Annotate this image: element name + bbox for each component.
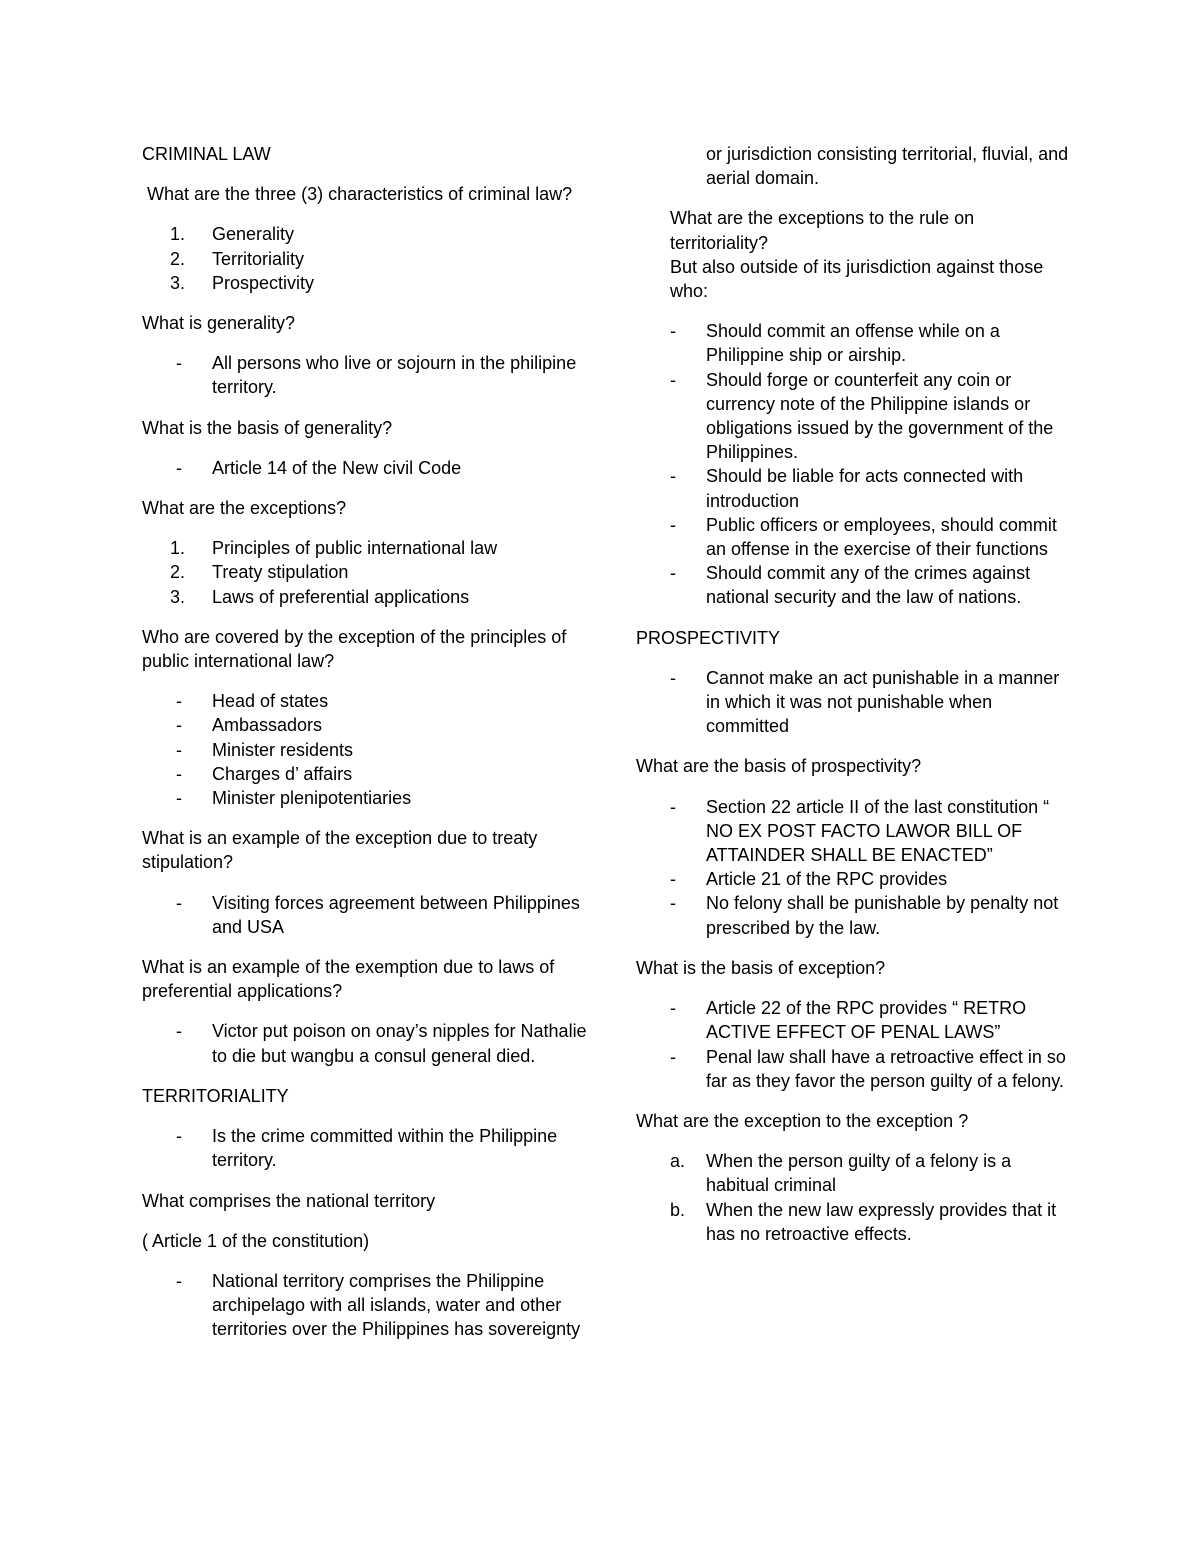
covered-list: [142, 689, 592, 810]
heading-territoriality: TERRITORIALITY: [142, 1085, 289, 1106]
list-item: - Public officers or employees, should commit an offense in the exercise of their functions: [670, 514, 1057, 560]
question-generality: What is generality?: [142, 313, 296, 334]
treaty-list: [142, 891, 592, 939]
territoriality-list: [142, 1124, 592, 1172]
question-basis-exception: What is the basis of exception?: [636, 957, 886, 978]
list-item: - Section 22 article II of the last constitution “ NO EX POST FACTO LAWOR BILL OF ATTAINDER SHALL BE ENACTED”: [670, 796, 1050, 866]
question-characteristics: What are the three (3) characteristics of criminal law?: [142, 184, 573, 205]
document-title: CRIMINAL LAW: [142, 144, 271, 164]
question-basis-generality: What is the basis of generality?: [142, 417, 393, 438]
list-item: - Ambassadors: [176, 715, 323, 736]
question-territoriality-exceptions: [636, 206, 1076, 303]
outside-list: [636, 319, 1076, 609]
basis-exception-list: [636, 996, 1076, 1093]
question-exception-to-exception: What are the exception to the exception ?: [636, 1110, 969, 1131]
list-item: - No felony shall be punishable by penalty not prescribed by the law.: [670, 893, 1059, 938]
list-item: - Is the crime committed within the Philippine territory.: [176, 1126, 558, 1171]
prospectivity-list: [636, 666, 1076, 739]
characteristics-list: [142, 222, 592, 295]
list-item: 2. Treaty stipulation: [170, 562, 349, 583]
list-item: - Minister plenipotentiaries: [176, 788, 412, 809]
exception-exception-list: [636, 1149, 1076, 1246]
list-item: - Should commit any of the crimes against national security and the law of nations.: [670, 563, 1031, 608]
list-item: 3. Prospectivity: [170, 272, 315, 293]
question-text: What are the exceptions to the rule on territoriality?: [670, 208, 975, 253]
list-item: - Head of states: [176, 691, 329, 712]
list-item: - Charges d’ affairs: [176, 763, 353, 784]
basis-prospectivity-list: [636, 795, 1076, 940]
list-item: - Article 21 of the RPC provides: [670, 869, 948, 890]
list-item: - Should forge or counterfeit any coin or currency note of the Philippine islands or obligations issued by the government of the Philippines.: [670, 369, 1054, 463]
right-column: [636, 142, 1076, 1262]
list-item: 1. Principles of public international law: [170, 538, 498, 559]
question-preferential: What is an example of the exemption due to laws of preferential applications?: [142, 957, 555, 1002]
list-item: - National territory comprises the Philippine archipelago with all islands, water and other territories over the Philippines has sovereignty: [176, 1270, 581, 1340]
list-item: - Penal law shall have a retroactive effect in so far as they favor the person guilty of a felony.: [670, 1046, 1066, 1091]
list-item: - Article 14 of the New civil Code: [176, 457, 462, 478]
list-item: a. When the person guilty of a felony is a habitual criminal: [670, 1151, 1012, 1196]
question-covered: Who are covered by the exception of the principles of public international law?: [142, 626, 567, 672]
left-column: [142, 142, 592, 1358]
continuation-text: or jurisdiction consisting territorial, fluvial, and aerial domain.: [706, 144, 1069, 189]
list-item: b. When the new law expressly provides that it has no retroactive effects.: [670, 1199, 1057, 1244]
list-item: - Article 22 of the RPC provides “ RETRO ACTIVE EFFECT OF PENAL LAWS”: [670, 998, 1027, 1043]
list-item: - Should be liable for acts connected with introduction: [670, 466, 1024, 511]
national-list: [142, 1269, 592, 1342]
list-item: - Should commit an offense while on a Philippine ship or airship.: [670, 321, 1000, 366]
list-item: - Cannot make an act punishable in a manner in which it was not punishable when committed: [670, 667, 1060, 737]
list-item: 3. Laws of preferential applications: [170, 586, 470, 607]
list-item: - All persons who live or sojourn in the philipine territory.: [176, 353, 577, 398]
list-item: - Visiting forces agreement between Philippines and USA: [176, 892, 580, 937]
exceptions-list: [142, 536, 592, 609]
heading-prospectivity: PROSPECTIVITY: [636, 627, 781, 648]
list-item: - Minister residents: [176, 739, 354, 760]
question-exceptions: What are the exceptions?: [142, 498, 347, 519]
question-national-territory: What comprises the national territory: [142, 1190, 436, 1211]
list-item: 1. Generality: [170, 224, 295, 245]
question-basis-prospectivity: What are the basis of prospectivity?: [636, 756, 922, 777]
question-text-continued: But also outside of its jurisdiction against those who:: [670, 256, 1044, 302]
question-treaty: What is an example of the exception due to treaty stipulation?: [142, 828, 538, 873]
basis-list: [142, 456, 592, 480]
preferential-list: [142, 1019, 592, 1067]
generality-list: [142, 351, 592, 399]
article-reference: ( Article 1 of the constitution): [142, 1230, 370, 1251]
list-item: 2. Territoriality: [170, 248, 305, 269]
list-item: - Victor put poison on onay’s nipples for Nathalie to die but wangbu a consul general died.: [176, 1021, 587, 1066]
